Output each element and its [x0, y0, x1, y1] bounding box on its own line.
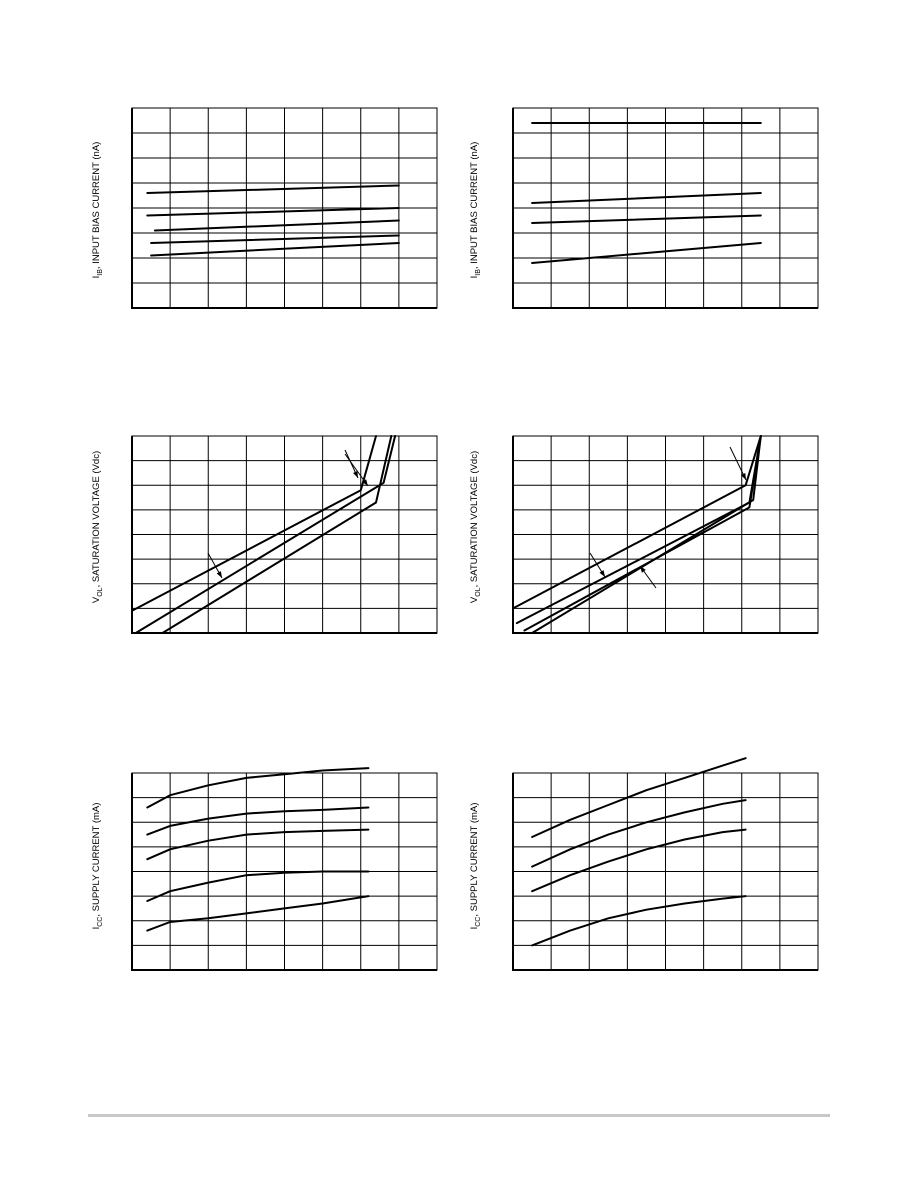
chart-top-right [513, 108, 818, 309]
ylabel-top-left: $I_{IB}$, INPUT BIAS CURRENT (nA) [91, 141, 104, 279]
series-line-5 [151, 243, 399, 256]
chart-top-left [132, 108, 437, 309]
series-line-1 [132, 436, 376, 611]
series-line-2 [532, 193, 761, 203]
ylabel-mid-right: $V_{OL}$, SATURATION VOLTAGE (Vdc) [469, 450, 482, 604]
ylabel-mid-left: $V_{OL}$, SATURATION VOLTAGE (Vdc) [91, 450, 104, 604]
annotation-arrow [590, 553, 605, 577]
annotation-arrow [345, 450, 358, 478]
series-line-4 [151, 236, 399, 244]
ylabel-bottom-right: $I_{CC}$, SUPPLY CURRENT (mA) [469, 802, 482, 930]
ylabel-top-right: $I_{IB}$, INPUT BIAS CURRENT (nA) [469, 141, 482, 279]
chart-mid-right [513, 436, 818, 634]
annotation-arrow [730, 447, 746, 480]
chart-bottom-right [513, 758, 818, 971]
series-line-4 [532, 243, 761, 263]
ylabel-bottom-left: $I_{CC}$, SUPPLY CURRENT (mA) [91, 802, 104, 930]
footer-rule [88, 1114, 830, 1117]
chart-bottom-left [132, 768, 437, 971]
series-line-3 [155, 221, 399, 231]
series-line-3 [532, 830, 746, 892]
series-line-3 [147, 830, 368, 860]
series-line-3 [532, 216, 761, 224]
chart-mid-left [132, 436, 437, 634]
annotation-arrow [345, 454, 368, 486]
series-line-1 [147, 768, 368, 807]
series-line-2 [517, 436, 761, 623]
annotation-arrow [640, 566, 656, 588]
series-line-5 [147, 896, 368, 931]
